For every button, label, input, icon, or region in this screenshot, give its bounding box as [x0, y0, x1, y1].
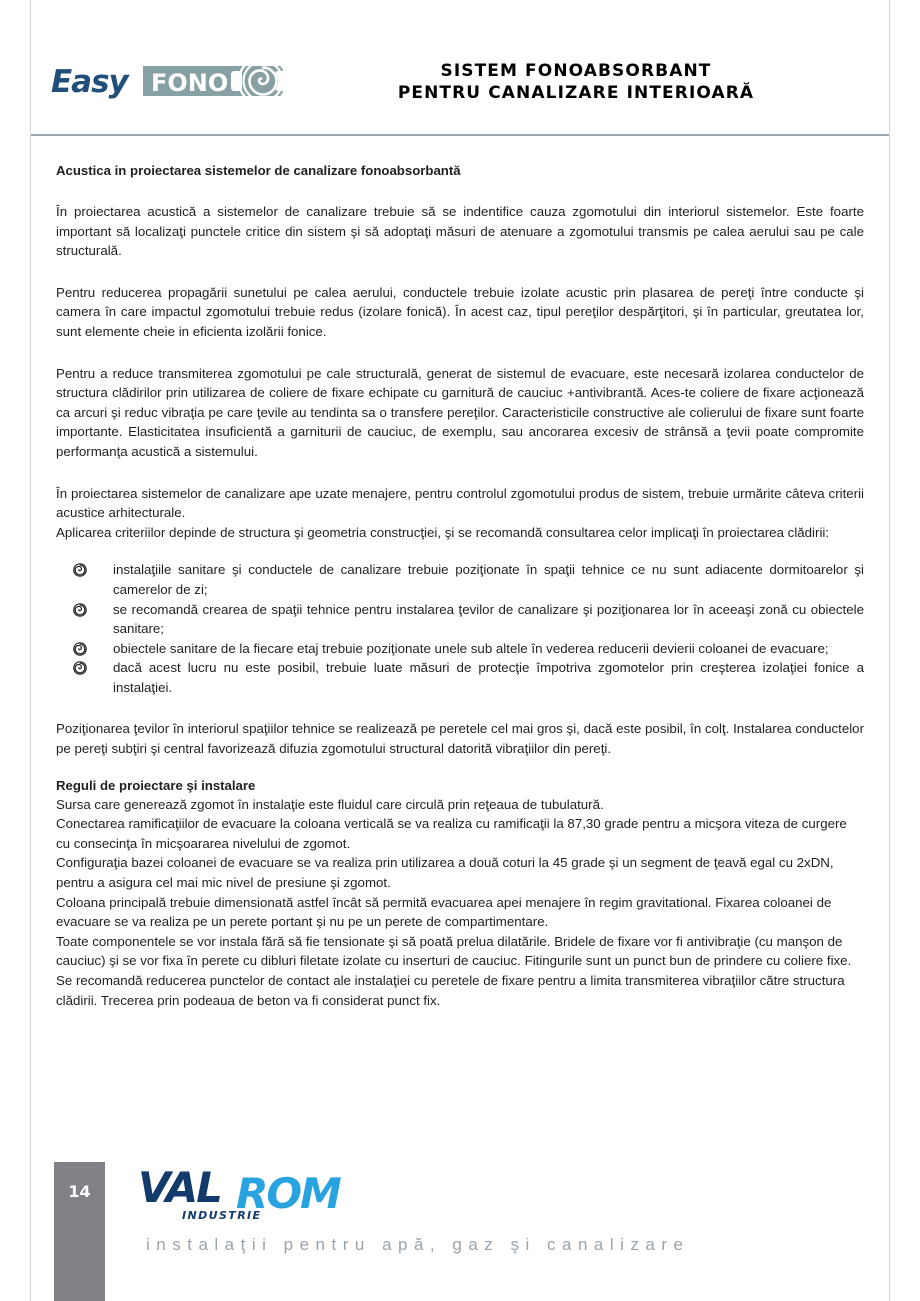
list-item-text: instalaţiile sanitare şi conductele de canalizare trebuie poziţionate în spaţii tehnice ce nu sunt adiacente dormitoarelor şi camerelor de zi;: [113, 562, 864, 597]
list-item: [56, 600, 864, 639]
paragraph-1: În proiectarea acustică a sistemelor de canalizare trebuie să se indentifice cauza zgomotului din interiorul sistemelor. Este foarte important să localizaţi punctele critice din sistem şi să adoptaţi măsuri de atenuare a zgomotului transmis pe calea aerului sau pe cale structurală.: [56, 204, 864, 259]
paragraph-5: Aplicarea criteriilor depinde de structura şi geometria construcţiei, şi se recomandă consultarea celor implicaţi în proiectarea clădirii:: [56, 524, 830, 540]
header-title-line2: PENTRU CANALIZARE INTERIOARĂ: [397, 83, 755, 103]
paragraph-6: Poziţionarea ţevilor în interiorul spaţiilor tehnice se realizează pe peretele cel mai gros şi, dacă este posibil, în colţ. Instalarea conductelor pe pereţi subţiri şi central favorizează difuzia zgomotului structural datorită vibraţiilor din pereţi.: [56, 721, 864, 757]
spiral-bullet-icon: [73, 603, 87, 617]
valrom-rom-text: ROM: [236, 1169, 340, 1218]
rule-paragraph-4: Coloana principală trebuie dimensionată astfel încât să permită evacuarea apei menajere în regim gravitational. Fixarea coloanei de evacuare se va realiza pe un perete portant şi nu pe un perete de compartimentare.: [56, 894, 832, 930]
list-item: [56, 560, 864, 599]
list-item-text: se recomandă crearea de spaţii tehnice pentru instalarea ţevilor de canalizare şi poziţionarea lor în aceeaşi zonă cu obiectele sanitare;: [113, 601, 864, 637]
header-title-block: [303, 60, 879, 104]
spiral-bullet-icon: [73, 563, 87, 577]
page-right-rule: [889, 0, 890, 1301]
list-item: [56, 658, 864, 697]
easyfono-logo: [51, 58, 303, 106]
logo-fono-text: FONO: [151, 69, 229, 97]
headphone-spiral-icon: [237, 55, 289, 107]
header-divider: [31, 134, 889, 136]
footer-tagline: instalaţii pentru apă, gaz şi canalizare: [146, 1235, 690, 1254]
rule-paragraph-5: Toate componentele se vor instala fără să fie tensionate şi să poată prelua dilatările. Bridele de fixare vor fi antivibraţie (cu manşon de cauciuc) şi se vor fixa în perete cu dibluri filetate izolate cu inserturi de cauciuc. Fitingurile sunt un punct bun de prindere cu coliere fixe.: [56, 933, 852, 969]
rule-paragraph-1: Sursa care generează zgomot în instalaţie este fluidul care circulă prin reţeaua de tubulatură.: [56, 796, 604, 812]
list-item: [56, 639, 864, 659]
document-body: [56, 162, 864, 1010]
spiral-bullet-icon: [73, 661, 87, 675]
valrom-logo: [138, 1165, 338, 1221]
valrom-industrie-text: INDUSTRIE: [182, 1209, 262, 1222]
paragraph-3: Pentru a reduce transmiterea zgomotului pe cale structurală, generat de sistemul de evacuare, este necesară izolarea conductelor de structura clădirilor prin utilizarea de coliere de fixare echipate cu garnitură de cauciuc +antivibrantă. Aces-te coliere de fixare acţionează ca arcuri şi reduc vibraţia pe care ţevile au tendinta sa o transfere pereţilor. Caracteristicile constructive ale colierului de fixare sunt foarte importante. Elasticitatea insuficientă a garniturii de cauciuc, de exemplu, sau ancorarea excesiv de strânsă a ţevii poate compromite performanţa acustică a sistemului.: [56, 365, 864, 459]
rule-paragraph-6: Se recomandă reducerea punctelor de contact ale instalaţiei cu peretele de fixare pentru a limita transmiterea vibraţiilor către structura clădirii. Trecerea prin podeaua de beton va fi considerat punct fix.: [56, 973, 845, 1008]
list-item-text: dacă acest lucru nu este posibil, trebuie luate măsuri de protecţie împotriva zgomotelor prin creşterea izolaţiei fonice a instalaţiei.: [113, 660, 864, 695]
paragraph-4: În proiectarea sistemelor de canalizare ape uzate menajere, pentru controlul zgomotului produs de sistem, trebuie urmărite câteva criterii acustice arhitecturale.: [56, 485, 864, 521]
rule-paragraph-2: Conectarea ramificaţiilor de evacuare la coloana verticală se va realiza cu ramificaţii la 87,30 grade pentru a micşora viteza de curgere cu consecinţa în micşoararea nivelului de zgomot.: [56, 816, 847, 851]
spiral-bullet-icon: [73, 642, 87, 656]
paragraph-2: Pentru reducerea propagării sunetului pe calea aerului, conductele trebuie izolate acustic prin plasarea de pereţi între conducte şi camera în care impactul zgomotului trebuie redus (izolare fonică). În acest caz, tipul pereţilor despărţitori, şi în particular, greutatea lor, sunt elemente cheie in eficienta izolării fonice.: [56, 284, 864, 339]
header-title-line1: SISTEM FONOABSORBANT: [440, 61, 712, 81]
section-heading-acoustics: Acustica in proiectarea sistemelor de canalizare fonoabsorbantă: [56, 163, 461, 178]
section-heading-rules: Reguli de proiectare şi instalare: [56, 777, 256, 793]
logo-easy-text: Easy: [51, 64, 128, 100]
list-item-text: obiectele sanitare de la fiecare etaj trebuie poziţionate unele sub altele în vederea reducerii devierii coloanei de evacuare;: [113, 640, 829, 656]
valrom-val-text: VAL: [138, 1163, 221, 1212]
page-header: [31, 36, 889, 136]
rule-paragraph-3: Configuraţia bazei coloanei de evacuare se va realiza prin utilizarea a două coturi la 45 grade şi un segment de ţeavă egal cu 2xDN, pentru a asigura cel mai mic nivel de presiune şi zgomot.: [56, 855, 834, 891]
criteria-bullet-list: [56, 560, 864, 697]
page-footer: [0, 1161, 920, 1301]
page-number-badge: 14: [54, 1162, 105, 1301]
page-left-rule: [30, 0, 31, 1301]
